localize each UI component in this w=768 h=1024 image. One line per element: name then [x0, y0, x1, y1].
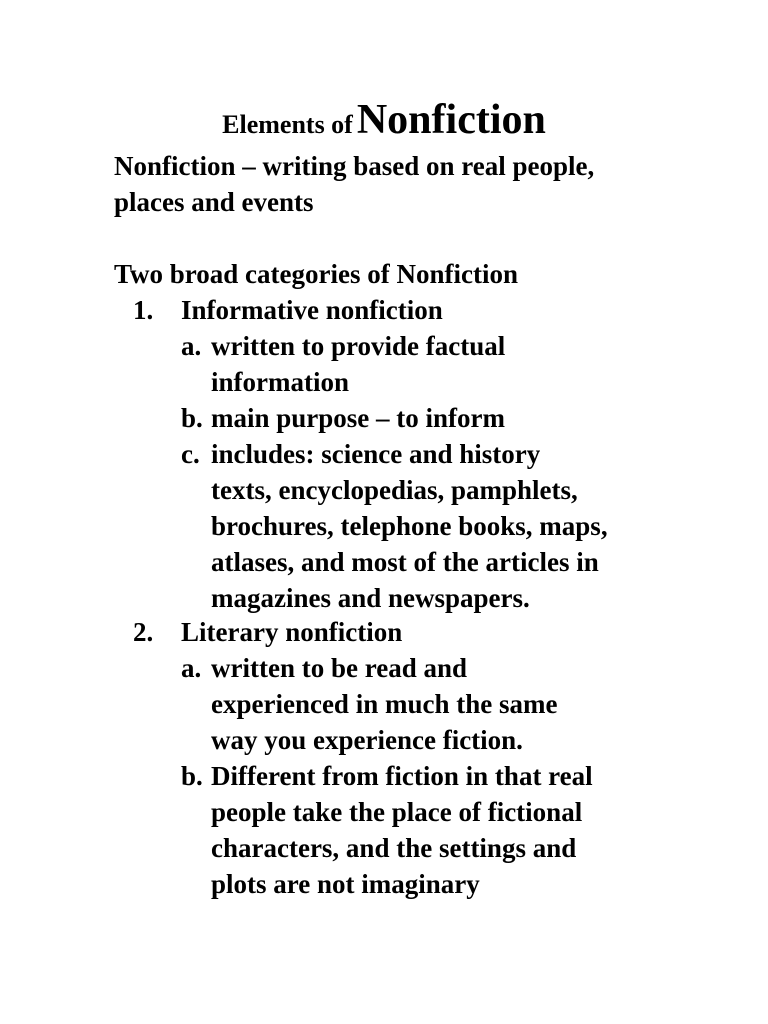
- list-number-2: 2.: [133, 617, 154, 647]
- item-1c-line-5: magazines and newspapers.: [211, 583, 530, 613]
- definition-line-2: places and events: [114, 187, 314, 217]
- item-1c-line-2: texts, encyclopedias, pamphlets,: [211, 475, 578, 505]
- item-2b-line-3: characters, and the settings and: [211, 833, 577, 863]
- definition-line-1: Nonfiction – writing based on real people,: [114, 151, 595, 181]
- item-letter-1a: a.: [181, 331, 202, 361]
- item-letter-2b: b.: [181, 761, 203, 791]
- item-2a-line-1: written to be read and: [211, 653, 467, 683]
- title-main: Nonfiction: [356, 97, 546, 143]
- category-label-literary: Literary nonfiction: [181, 617, 403, 647]
- item-1a-line-1: written to provide factual: [211, 331, 506, 361]
- item-1c-line-3: brochures, telephone books, maps,: [211, 511, 608, 541]
- item-2b-line-1: Different from fiction in that real: [211, 761, 593, 791]
- category-label-informative: Informative nonfiction: [181, 295, 443, 325]
- categories-heading: Two broad categories of Nonfiction: [114, 259, 518, 289]
- title-prefix: Elements of: [222, 110, 353, 139]
- item-2a-line-2: experienced in much the same: [211, 689, 558, 719]
- item-letter-1b: b.: [181, 403, 203, 433]
- item-2a-line-3: way you experience fiction.: [211, 725, 523, 755]
- item-1c-line-1: includes: science and history: [211, 439, 541, 469]
- item-letter-1c: c.: [181, 439, 200, 469]
- item-1a-line-2: information: [211, 367, 349, 397]
- list-number-1: 1.: [133, 295, 154, 325]
- item-letter-2a: a.: [181, 653, 202, 683]
- item-1c-line-4: atlases, and most of the articles in: [211, 547, 599, 577]
- page-title: [0, 96, 768, 144]
- item-1b-line-1: main purpose – to inform: [211, 403, 506, 433]
- item-2b-line-4: plots are not imaginary: [211, 869, 480, 899]
- item-2b-line-2: people take the place of fictional: [211, 797, 583, 827]
